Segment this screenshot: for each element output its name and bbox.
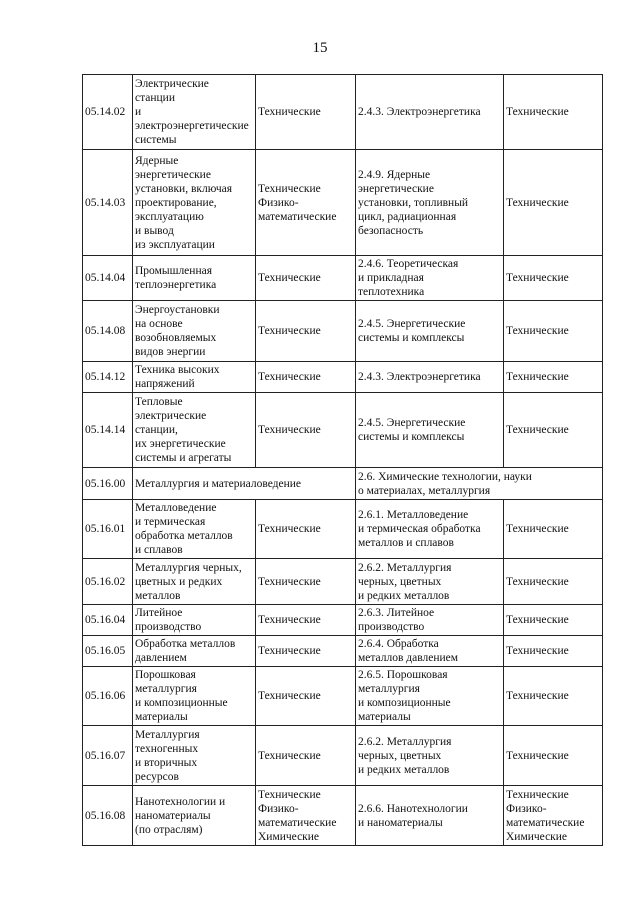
specialty-code-text: 05.14.03 — [85, 196, 126, 209]
specialty-code — [83, 150, 133, 256]
specialty-name — [133, 75, 256, 150]
science-field — [256, 256, 356, 301]
science-field — [256, 726, 356, 786]
new-science-field — [504, 301, 603, 362]
page-number: 15 — [312, 40, 328, 56]
new-science-field-text: Технические — [506, 424, 569, 436]
specialty-code — [83, 636, 133, 667]
new-science-field — [504, 256, 603, 301]
science-field — [256, 301, 356, 362]
table-row — [83, 786, 603, 846]
specialty-code-text: 05.14.14 — [85, 424, 126, 436]
specialty-name — [133, 605, 256, 636]
science-field-text: Технические — [258, 325, 321, 337]
new-science-field-text: Технические — [506, 645, 569, 657]
group-code-text: 05.16.00 — [85, 477, 126, 490]
group-name-text: Металлургия и материаловедение — [135, 477, 302, 490]
new-specialty — [356, 605, 504, 636]
specialty-code — [83, 500, 133, 559]
group-new-specialty-text: 2.6. Химические технологии, науки о материалах, металлургия — [358, 470, 532, 497]
new-science-field-text: Технические — [506, 272, 569, 284]
specialty-name — [133, 256, 256, 301]
table-row — [83, 636, 603, 667]
table-row — [83, 75, 603, 150]
science-field-text: Технические — [258, 575, 321, 588]
specialty-code-text: 05.16.07 — [85, 749, 126, 762]
specialty-code-text: 05.14.02 — [85, 106, 126, 118]
specialty-name-text: Металлургия черных, цветных и редких металлов — [135, 561, 242, 602]
new-specialty — [356, 667, 504, 726]
science-field-text: Технические — [258, 371, 321, 383]
new-specialty-text: 2.4.6. Теоретическая и прикладная теплотехника — [358, 258, 459, 298]
science-field — [256, 786, 356, 846]
specialty-name-text: Металловедение и термическая обработка металлов и сплавов — [135, 502, 233, 556]
specialty-name-text: Энергоустановки на основе возобновляемых видов энергии — [135, 304, 220, 358]
new-specialty — [356, 636, 504, 667]
specialty-code-text: 05.16.02 — [85, 575, 126, 588]
specialty-name-text: Электрические станции и электроэнергетические системы — [135, 78, 249, 146]
new-specialty — [356, 786, 504, 846]
new-specialty — [356, 301, 504, 362]
science-field-text: Технические — [258, 272, 321, 284]
new-science-field-text: Технические Физико- математические Химические — [506, 788, 585, 843]
new-science-field-text: Технические — [506, 575, 569, 588]
group-row — [83, 468, 603, 500]
new-science-field — [504, 559, 603, 605]
specialty-code — [83, 256, 133, 301]
specialty-name-text: Литейное производство — [135, 607, 202, 633]
science-field — [256, 500, 356, 559]
new-specialty-text: 2.6.2. Металлургия черных, цветных и редких металлов — [358, 735, 452, 776]
specialty-code-text: 05.14.04 — [85, 272, 126, 284]
new-science-field — [504, 75, 603, 150]
new-specialty — [356, 559, 504, 605]
specialty-name — [133, 393, 256, 468]
specialty-code-text: 05.16.04 — [85, 614, 126, 626]
new-specialty-text: 2.4.3. Электроэнергетика — [358, 371, 481, 383]
specialty-name-text: Тепловые электрические станции, их энергетические системы и агрегаты — [135, 396, 232, 464]
science-field — [256, 636, 356, 667]
specialty-name-text: Ядерные энергетические установки, включая проектирование, эксплуатацию и вывод из эксплуатации — [135, 154, 233, 251]
science-field-text: Технические — [258, 749, 321, 762]
specialty-code — [83, 726, 133, 786]
specialty-code — [83, 559, 133, 605]
new-specialty-text: 2.4.5. Энергетические системы и комплексы — [358, 318, 466, 344]
specialty-code-text: 05.16.01 — [85, 523, 126, 535]
group-name — [133, 468, 356, 500]
table-row — [83, 393, 603, 468]
table-row — [83, 667, 603, 726]
specialty-code-text: 05.16.05 — [85, 645, 126, 657]
new-science-field-text: Технические — [506, 196, 569, 209]
science-field-text: Технические — [258, 523, 321, 535]
new-specialty-text: 2.6.3. Литейное производство — [358, 607, 435, 633]
specialty-name — [133, 667, 256, 726]
new-specialty-text: 2.6.4. Обработка металлов давлением — [358, 638, 459, 664]
science-field — [256, 150, 356, 256]
science-field-text: Технические — [258, 106, 321, 118]
new-science-field — [504, 500, 603, 559]
new-specialty — [356, 393, 504, 468]
specialty-name — [133, 362, 256, 393]
new-science-field — [504, 362, 603, 393]
new-specialty-text: 2.4.3. Электроэнергетика — [358, 106, 481, 118]
science-field — [256, 605, 356, 636]
specialty-name-text: Порошковая металлургия и композиционные материалы — [135, 669, 228, 723]
specialty-name — [133, 559, 256, 605]
specialty-code — [83, 786, 133, 846]
specialty-code — [83, 605, 133, 636]
table-row — [83, 500, 603, 559]
specialty-name-text: Металлургия техногенных и вторичных ресурсов — [135, 728, 200, 783]
science-field — [256, 393, 356, 468]
group-code — [83, 468, 133, 500]
science-field-text: Технические — [258, 645, 321, 657]
new-specialty-text: 2.6.6. Нанотехнологии и наноматериалы — [358, 802, 468, 829]
new-science-field-text: Технические — [506, 371, 569, 383]
science-field-text: Технические Физико- математические — [258, 182, 337, 223]
science-field-text: Технические — [258, 614, 321, 626]
specialty-name-text: Промышленная теплоэнергетика — [135, 265, 217, 291]
science-field-text: Технические Физико- математические Химические — [258, 788, 337, 843]
new-science-field — [504, 605, 603, 636]
specialty-code-text: 05.16.06 — [85, 690, 126, 702]
new-science-field — [504, 667, 603, 726]
new-specialty-text: 2.6.1. Металловедение и термическая обработка металлов и сплавов — [358, 509, 481, 549]
table-row — [83, 559, 603, 605]
new-science-field — [504, 393, 603, 468]
science-field — [256, 362, 356, 393]
specialty-code — [83, 362, 133, 393]
new-specialty — [356, 726, 504, 786]
new-science-field — [504, 150, 603, 256]
new-specialty-text: 2.6.2. Металлургия черных, цветных и редких металлов — [358, 561, 452, 602]
new-specialty — [356, 362, 504, 393]
specialty-code — [83, 667, 133, 726]
table-row — [83, 301, 603, 362]
new-science-field-text: Технические — [506, 690, 569, 702]
specialty-name — [133, 786, 256, 846]
specialty-name-text: Обработка металлов давлением — [135, 638, 236, 664]
table-row — [83, 150, 603, 256]
new-specialty — [356, 256, 504, 301]
specialty-code-text: 05.14.08 — [85, 325, 126, 337]
specialty-name — [133, 301, 256, 362]
science-field — [256, 75, 356, 150]
new-science-field-text: Технические — [506, 325, 569, 337]
table-row — [83, 362, 603, 393]
table-row — [83, 726, 603, 786]
specialty-code-text: 05.16.08 — [85, 809, 126, 822]
new-science-field-text: Технические — [506, 106, 569, 118]
science-field-text: Технические — [258, 424, 321, 436]
table-row — [83, 605, 603, 636]
science-field — [256, 667, 356, 726]
new-science-field — [504, 726, 603, 786]
new-science-field-text: Технические — [506, 614, 569, 626]
specialty-code — [83, 75, 133, 150]
new-science-field-text: Технические — [506, 523, 569, 535]
new-science-field — [504, 786, 603, 846]
new-specialty-text: 2.4.5. Энергетические системы и комплексы — [358, 417, 466, 443]
science-field — [256, 559, 356, 605]
specialty-name-text: Техника высоких напряжений — [135, 364, 220, 390]
new-specialty — [356, 150, 504, 256]
new-specialty-text: 2.6.5. Порошковая металлургия и композиционные материалы — [358, 669, 451, 723]
specialty-correspondence-table — [82, 74, 603, 846]
new-specialty — [356, 500, 504, 559]
specialty-name-text: Нанотехнологии и наноматериалы (по отраслям) — [135, 795, 226, 836]
group-new-specialty — [356, 468, 603, 500]
specialty-name — [133, 500, 256, 559]
new-science-field-text: Технические — [506, 749, 569, 762]
new-science-field — [504, 636, 603, 667]
specialty-name — [133, 636, 256, 667]
new-specialty — [356, 75, 504, 150]
specialty-code — [83, 301, 133, 362]
science-field-text: Технические — [258, 690, 321, 702]
new-specialty-text: 2.4.9. Ядерные энергетические установки, топливный цикл, радиационная безопасность — [358, 168, 469, 237]
specialty-name — [133, 726, 256, 786]
specialty-code — [83, 393, 133, 468]
specialty-name — [133, 150, 256, 256]
specialty-code-text: 05.14.12 — [85, 371, 126, 383]
table-row — [83, 256, 603, 301]
